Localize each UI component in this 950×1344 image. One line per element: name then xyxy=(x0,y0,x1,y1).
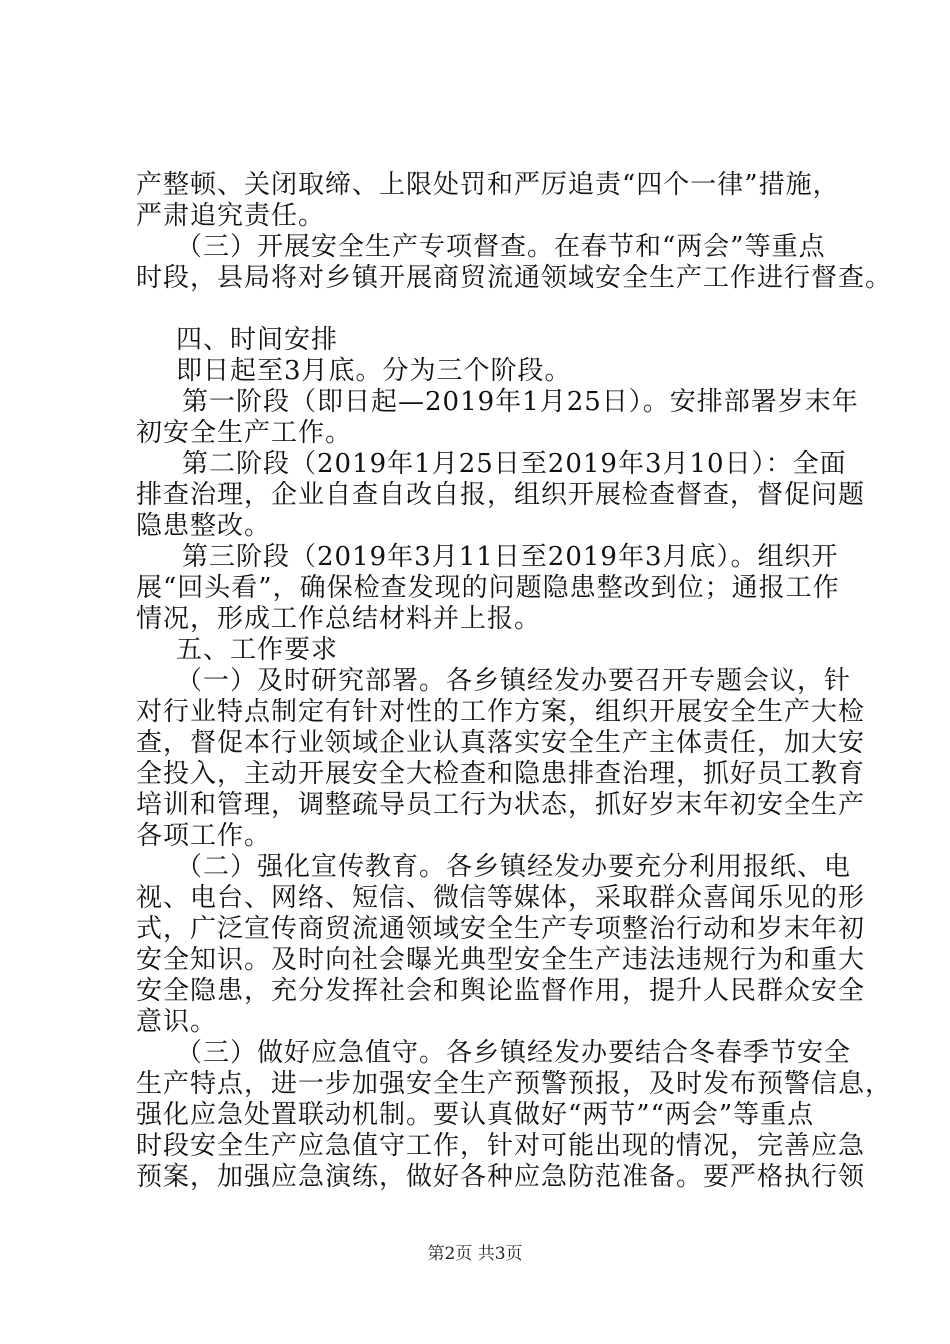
text-line: 安全隐患，充分发挥社会和舆论监督作用，提升人民群众安全 xyxy=(136,976,866,1006)
text-line: 情况，形成工作总结材料并上报。 xyxy=(136,604,542,634)
document-body xyxy=(136,170,893,1193)
text-line: 第一阶段（即日起—2019年1月25日）。安排部署岁末年 xyxy=(182,387,859,417)
text-line: 视、电台、网络、短信、微信等媒体，采取群众喜闻乐见的形 xyxy=(136,883,866,913)
paragraph-gap xyxy=(136,294,836,325)
text-line: 对行业特点制定有针对性的工作方案，组织开展安全生产大检 xyxy=(136,697,866,727)
text-line: 预案，加强应急演练，做好各种应急防范准备。要严格执行领 xyxy=(136,1162,866,1192)
text-line: 全投入，主动开展安全大检查和隐患排查治理，抓好员工教育 xyxy=(136,759,866,789)
text-line: 第三阶段（2019年3月11日至2019年3月底）。组织开 xyxy=(182,542,839,572)
text-line: 生产特点，进一步加强安全生产预警预报，及时发布预警信息， xyxy=(136,1069,893,1099)
text-line: 产整顿、关闭取缔、上限处罚和严厉追责“四个一律”措施， xyxy=(136,170,840,200)
text-line: 时段安全生产应急值守工作，针对可能出现的情况，完善应急 xyxy=(136,1131,866,1161)
section-heading: 五、工作要求 xyxy=(176,635,339,665)
page-number-label: 第2页 共3页 xyxy=(427,1244,523,1264)
text-line: 展“回头看”，确保检查发现的问题隐患整改到位；通报工作 xyxy=(136,573,840,603)
text-line: 强化应急处置联动机制。要认真做好“两节”“两会”等重点 xyxy=(136,1100,815,1130)
text-line: 式，广泛宣传商贸流通领域安全生产专项整治行动和岁末年初 xyxy=(136,914,866,944)
text-line: 即日起至3月底。分为三个阶段。 xyxy=(176,356,572,386)
text-line: 时段，县局将对乡镇开展商贸流通领域安全生产工作进行督查。 xyxy=(136,263,893,293)
text-line: （一）及时研究部署。各乡镇经发办要召开专题会议，针 xyxy=(176,666,852,696)
section-heading: 四、时间安排 xyxy=(176,325,339,355)
text-line: 第二阶段（2019年1月25日至2019年3月10日）：全面 xyxy=(182,449,847,479)
text-line: （三）开展安全生产专项督查。在春节和“两会”等重点 xyxy=(176,232,826,262)
text-line: 培训和管理，调整疏导员工行为状态，抓好岁末年初安全生产 xyxy=(136,790,866,820)
page-footer xyxy=(0,1244,950,1264)
text-line: 排查治理，企业自查自改自报，组织开展检查督查，督促问题 xyxy=(136,480,866,510)
text-line: 隐患整改。 xyxy=(136,511,272,541)
text-line: 各项工作。 xyxy=(136,821,272,851)
text-line: 严肃追究责任。 xyxy=(136,201,326,231)
text-line: 初安全生产工作。 xyxy=(136,418,353,448)
text-line: 查，督促本行业领域企业认真落实安全生产主体责任，加大安 xyxy=(136,728,866,758)
text-line: 安全知识。及时向社会曝光典型安全生产违法违规行为和重大 xyxy=(136,945,866,975)
text-line: 意识。 xyxy=(136,1007,218,1037)
text-line: （三）做好应急值守。各乡镇经发办要结合冬春季节安全 xyxy=(176,1038,852,1068)
text-line: （二）强化宣传教育。各乡镇经发办要充分利用报纸、电 xyxy=(176,852,852,882)
